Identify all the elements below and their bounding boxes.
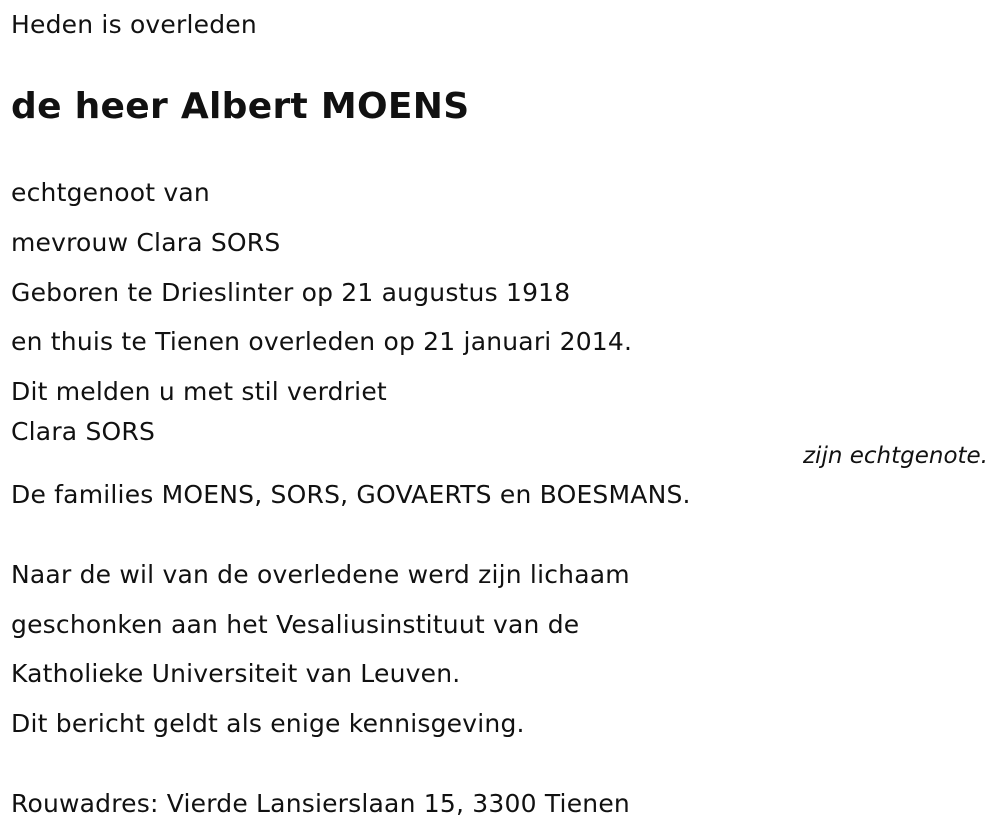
body-line-2: geschonken aan het Vesaliusinstituut van de [11,610,580,639]
notice-line: Dit bericht geldt als enige kennisgeving. [11,709,525,738]
body-line-1: Naar de wil van de overledene werd zijn lichaam [11,560,630,589]
body-line-3: Katholieke Universiteit van Leuven. [11,659,461,688]
announcer-name-line: Clara SORS [11,417,156,446]
death-line: en thuis te Tienen overleden op 21 januari 2014. [11,327,633,356]
announced-by-line: Dit melden u met stil verdriet [11,377,387,406]
birth-line: Geboren te Drieslinter op 21 augustus 1918 [11,278,571,307]
spouse-name-line: mevrouw Clara SORS [11,228,281,257]
families-line: De families MOENS, SORS, GOVAERTS en BOESMANS. [11,480,691,509]
spouse-intro-line: echtgenoot van [11,178,210,207]
deceased-name-title: de heer Albert MOENS [11,86,470,127]
address-line: Rouwadres: Vierde Lansierslaan 15, 3300 Tienen [11,789,630,818]
intro-line: Heden is overleden [11,10,257,39]
announcer-role-note: zijn echtgenote. [802,443,988,469]
